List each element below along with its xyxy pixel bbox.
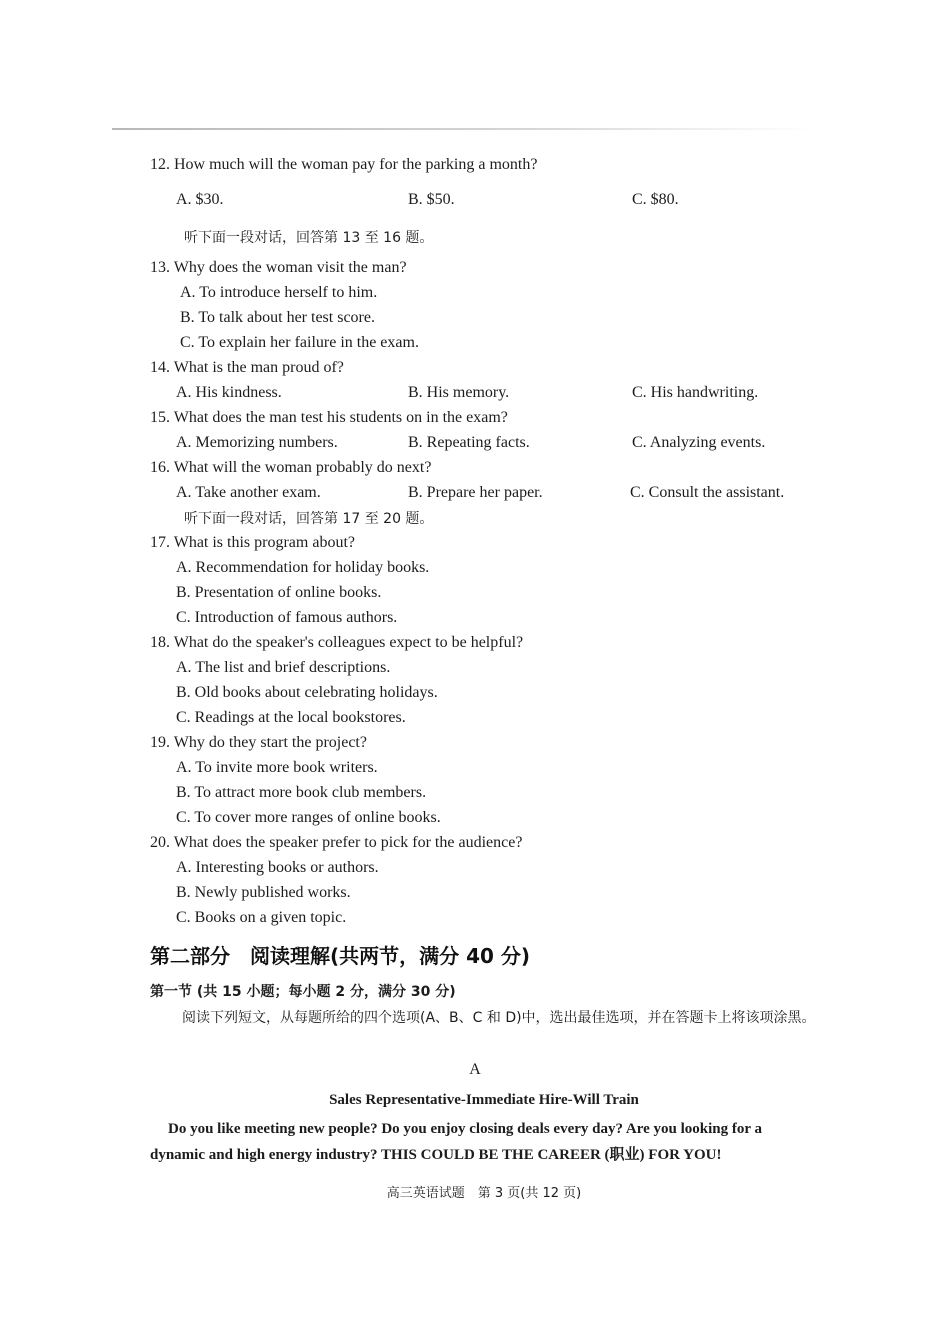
question-17-option-b: B. Presentation of online books. (176, 584, 382, 601)
question-16-stem: 16. What will the woman probably do next? (150, 459, 432, 476)
passage-intro: Do you like meeting new people? Do you enjoy closing deals every day? Are you looking for a dynamic and high energy industry? THIS COULD BE THE CAREER (职业) FOR YOU! (150, 1121, 763, 1163)
question-18-option-a: A. The list and brief descriptions. (176, 659, 391, 676)
question-12-option-c: C. $80. (632, 191, 679, 208)
question-14-stem: 14. What is the man proud of? (150, 359, 344, 376)
question-20-option-c: C. Books on a given topic. (176, 909, 347, 926)
question-19-option-c: C. To cover more ranges of online books. (176, 809, 441, 826)
question-17-option-a: A. Recommendation for holiday books. (176, 559, 430, 576)
question-17-stem: 17. What is this program about? (150, 534, 355, 551)
question-14-option-c: C. His handwriting. (632, 384, 759, 401)
question-12-stem: 12. How much will the woman pay for the parking a month? (150, 156, 538, 173)
question-20-stem: 20. What does the speaker prefer to pick for the audience? (150, 834, 523, 851)
question-13-option-a: A. To introduce herself to him. (180, 284, 378, 301)
part-two-title: 第二部分 阅读理解(共两节，满分 40 分) (150, 944, 531, 968)
question-19-stem: 19. Why do they start the project? (150, 734, 367, 751)
question-18-option-b: B. Old books about celebrating holidays. (176, 684, 438, 701)
question-13-option-c: C. To explain her failure in the exam. (180, 334, 419, 351)
question-12-option-a: A. $30. (176, 191, 224, 208)
page-footer: 高三英语试题 第 3 页(共 12 页) (386, 1186, 582, 1201)
question-13-stem: 13. Why does the woman visit the man? (150, 259, 407, 276)
question-19-option-b: B. To attract more book club members. (176, 784, 427, 801)
dialog-instruction-13-16: 听下面一段对话，回答第 13 至 16 题。 (184, 230, 434, 246)
question-16-option-a: A. Take another exam. (176, 484, 321, 501)
section-one-heading: 第一节 (共 15 小题；每小题 2 分，满分 30 分) (150, 984, 456, 1000)
passage-title: Sales Representative-Immediate Hire-Will Train (329, 1092, 639, 1108)
question-17-option-c: C. Introduction of famous authors. (176, 609, 398, 626)
question-20-option-b: B. Newly published works. (176, 884, 351, 901)
question-15-stem: 15. What does the man test his students on in the exam? (150, 409, 508, 426)
question-15-option-c: C. Analyzing events. (632, 434, 766, 451)
question-18-stem: 18. What do the speaker's colleagues expect to be helpful? (150, 634, 524, 651)
question-18-option-c: C. Readings at the local bookstores. (176, 709, 406, 726)
question-19-option-a: A. To invite more book writers. (176, 759, 378, 776)
question-16-option-b: B. Prepare her paper. (408, 484, 543, 501)
question-15-option-a: A. Memorizing numbers. (176, 434, 338, 451)
question-12-option-b: B. $50. (408, 191, 455, 208)
question-20-option-a: A. Interesting books or authors. (176, 859, 379, 876)
scan-edge-line (112, 128, 812, 130)
question-14-option-b: B. His memory. (408, 384, 510, 401)
passage-label: A (469, 1061, 481, 1078)
question-15-option-b: B. Repeating facts. (408, 434, 530, 451)
question-13-option-b: B. To talk about her test score. (180, 309, 375, 326)
reading-instruction: 阅读下列短文，从每题所给的四个选项(A、B、C 和 D)中，选出最佳选项，并在答题卡上将该项涂黑。 (182, 1010, 816, 1026)
dialog-instruction-17-20: 听下面一段对话，回答第 17 至 20 题。 (184, 511, 434, 527)
question-14-option-a: A. His kindness. (176, 384, 282, 401)
question-16-option-c: C. Consult the assistant. (630, 484, 785, 501)
